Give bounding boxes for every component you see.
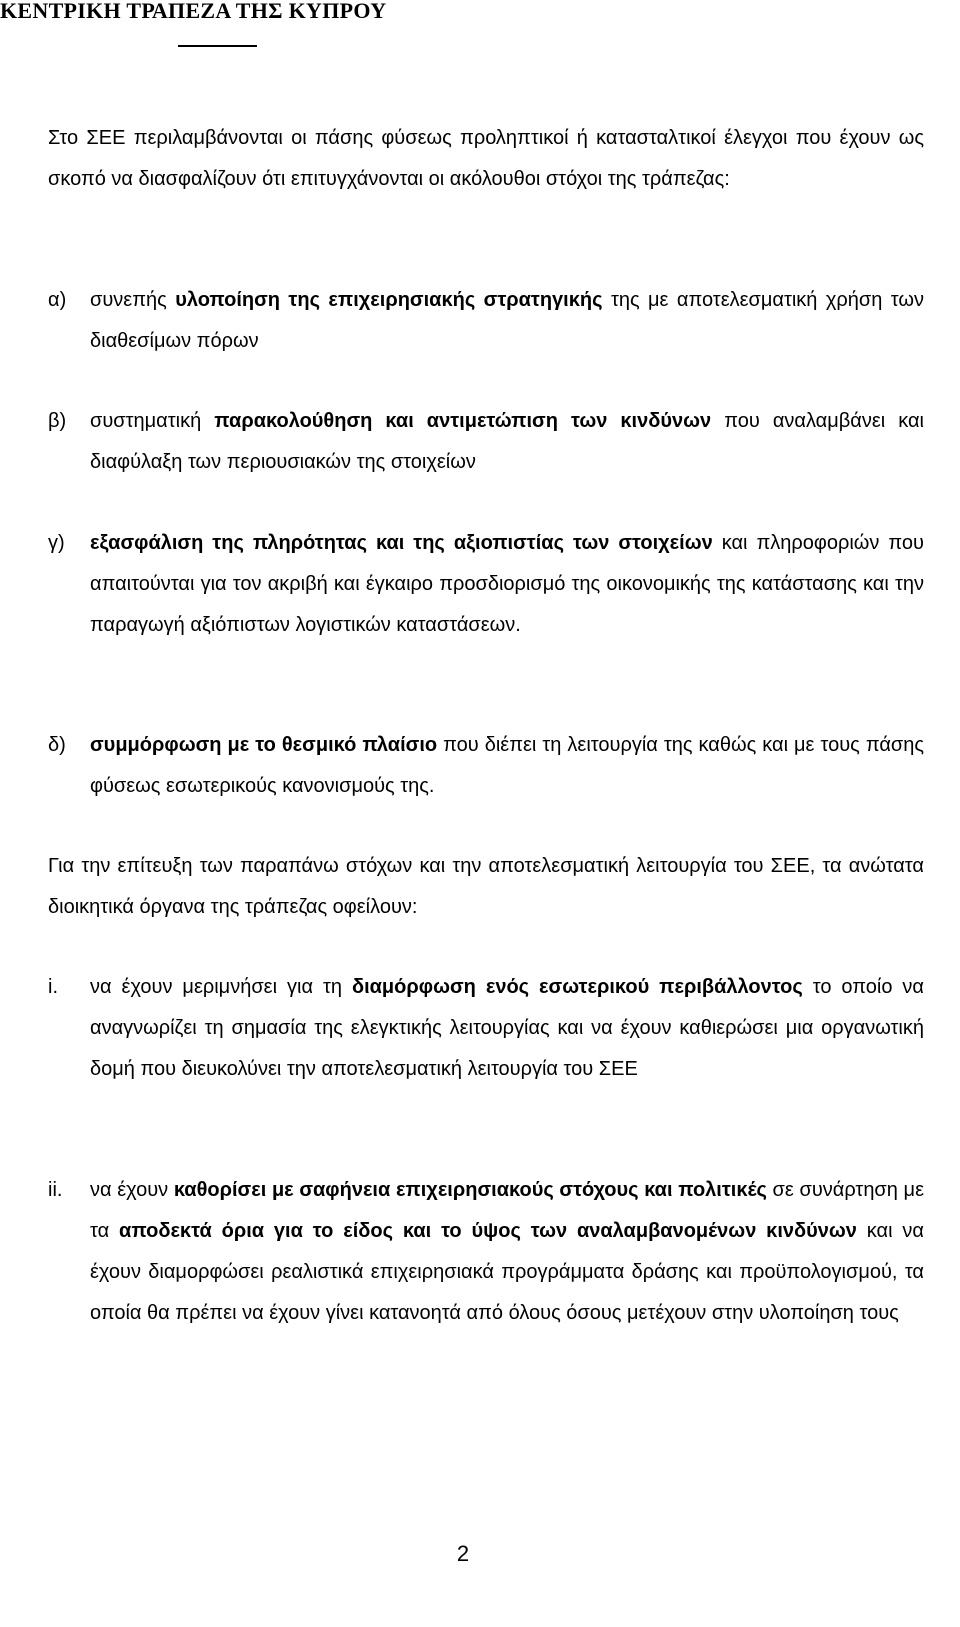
text-run: σε συνάρτηση με τα bbox=[90, 1179, 924, 1242]
list-marker: γ) bbox=[48, 532, 65, 554]
text-run: που διέπει τη λειτουργία της καθώς και με τους πάσης φύσεως εσωτερικούς κανονισμούς της. bbox=[90, 734, 925, 797]
page-number bbox=[0, 1541, 924, 1567]
bold-phrase: υλοποίηση της επιχειρησιακής στρατηγικής bbox=[175, 289, 603, 311]
bold-phrase: παρακολούθηση και αντιμετώπιση των κινδύνων bbox=[214, 410, 712, 432]
goal-item-a bbox=[48, 280, 924, 362]
page-number-text: 2 bbox=[456, 1541, 470, 1566]
text-run: συνεπής bbox=[90, 289, 176, 311]
obligation-text bbox=[90, 967, 924, 1090]
goal-text bbox=[90, 280, 924, 362]
goal-text bbox=[90, 401, 924, 483]
text-run: και πληροφοριών που απαιτούνται για τον ακριβή και έγκαιρο προσδιορισμό της οικονομικής της κατάστασης και την παραγωγή αξιόπιστων λογιστικών καταστάσεων. bbox=[90, 532, 924, 636]
text-run: το οποίο να αναγνωρίζει τη σημασία της ελεγκτικής λειτουργίας και να έχουν καθιερώσει μια οργανωτική δομή που διευκολύνει την αποτελεσματική λειτουργία του ΣΕΕ bbox=[90, 976, 924, 1080]
goal-item-c bbox=[48, 523, 924, 646]
list-marker: ii. bbox=[48, 1179, 63, 1201]
page-header-title: ΚΕΝΤΡΙΚΗ ΤΡΑΠΕΖΑ ΤΗΣ ΚΥΠΡΟΥ bbox=[0, 0, 387, 23]
obligations-intro-paragraph: Για την επίτευξη των παραπάνω στόχων και την αποτελεσματική λειτουργία του ΣΕΕ, τα ανώτατα διοικητικά όργανα της τράπεζας οφείλουν: bbox=[48, 855, 924, 918]
list-marker: i. bbox=[48, 976, 58, 998]
bold-phrase: εξασφάλιση της πληρότητας και της αξιοπιστίας των στοιχείων bbox=[90, 532, 713, 554]
bold-phrase: συμμόρφωση με το θεσμικό πλαίσιο bbox=[90, 734, 438, 756]
intro-paragraph: Στο ΣΕΕ περιλαμβάνονται οι πάσης φύσεως προληπτικοί ή κατασταλτικοί έλεγχοι που έχουν ως σκοπό να διασφαλίζουν ότι επιτυγχάνονται οι ακόλουθοι στόχοι της τράπεζας: bbox=[48, 127, 924, 190]
text-run: να έχουν μεριμνήσει για τη bbox=[90, 976, 352, 998]
list-marker: δ) bbox=[48, 734, 66, 756]
text-run: συστηματική bbox=[90, 410, 215, 432]
text-run: και να έχουν διαμορφώσει ρεαλιστικά επιχειρησιακά προγράμματα δράσης και προϋπολογισμού, τα οποία θα πρέπει να έχουν γίνει κατανοητά από όλους όσους μετέχουν στην υλοποίηση τους bbox=[90, 1220, 924, 1324]
obligation-text bbox=[90, 1170, 924, 1334]
obligation-item-ii bbox=[48, 1170, 924, 1334]
bold-phrase: καθορίσει με σαφήνεια επιχειρησιακούς στόχους και πολιτικές bbox=[173, 1179, 767, 1201]
text-run: που αναλαμβάνει και διαφύλαξη των περιουσιακών της στοιχείων bbox=[90, 410, 924, 473]
bold-phrase: αποδεκτά όρια για το είδος και το ύψος των αναλαμβανομένων κινδύνων bbox=[119, 1220, 857, 1242]
goal-text bbox=[90, 725, 924, 807]
goal-item-b bbox=[48, 401, 924, 483]
text-run: να έχουν bbox=[90, 1179, 174, 1201]
bold-phrase: διαμόρφωση ενός εσωτερικού περιβάλλοντος bbox=[351, 976, 803, 998]
list-marker: α) bbox=[48, 289, 67, 311]
text-run: της με αποτελεσματική χρήση των διαθεσίμων πόρων bbox=[90, 289, 924, 352]
list-marker: β) bbox=[48, 410, 67, 432]
goal-item-d bbox=[48, 725, 924, 807]
goal-text bbox=[90, 523, 924, 646]
header-rule bbox=[178, 45, 257, 47]
obligation-item-i bbox=[48, 967, 924, 1090]
